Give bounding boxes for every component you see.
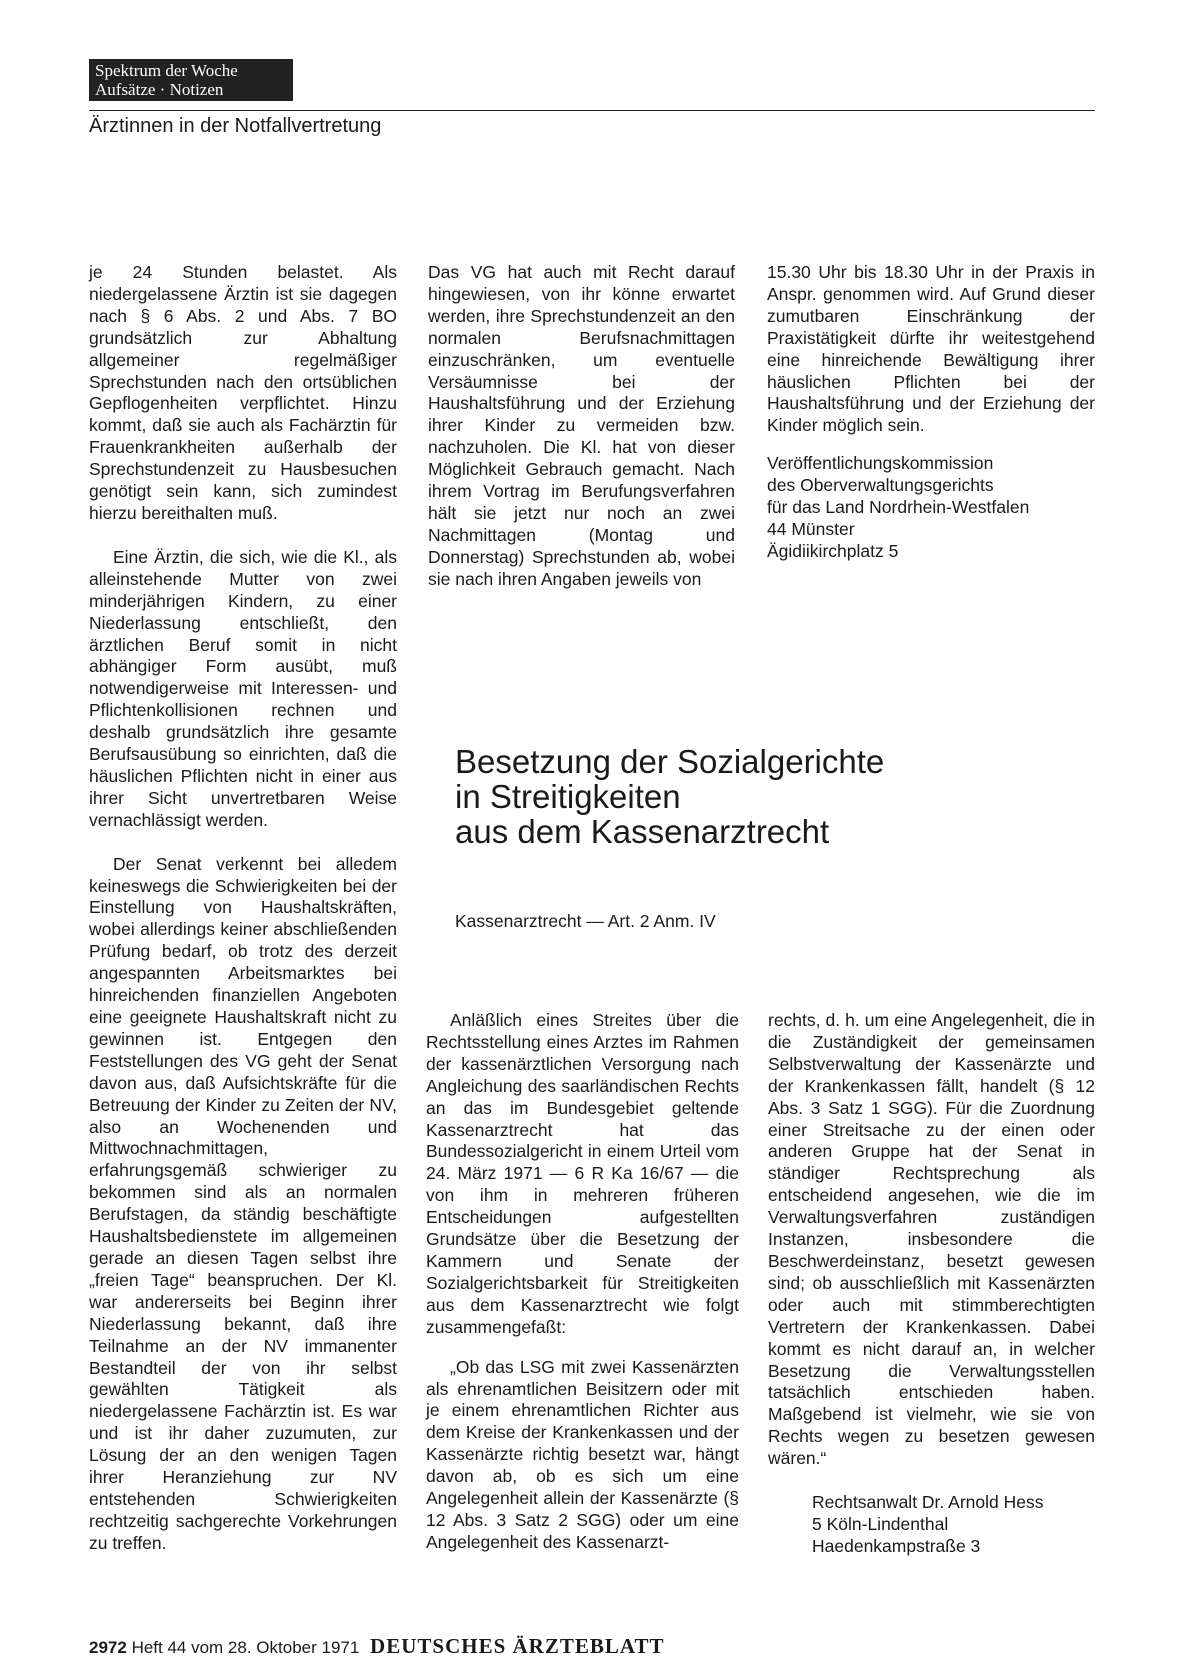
article-meta: Kassenarztrecht — Art. 2 Anm. IV (455, 911, 716, 931)
article-title (455, 744, 1095, 849)
signature-line: Ägidiikirchplatz 5 (767, 540, 899, 561)
paragraph: Der Senat verkennt bei alledem keineswegs die Schwierigkeiten bei der Einstellung von Haushaltskräften, wobei allerdings keiner abschließenden Prüfung bedarf, ob trotz des derzeit angespannten Arbeitsmarktes bei hinreichenden finanziellen Angeboten eine geeignete Haushaltskraft nicht zu gewinnen ist. Entgegen den Feststellungen des VG geht der Senat davon aus, daß Aufsichtskräfte für die Betreuung der Kinder zu Zeiten der NV, also an Wochenenden und Mittwochnachmittagen, erfahrungsgemäß schwieriger zu bekommen sind als an normalen Berufstagen, da ständig beschäftigte Haushaltsbedienstete im allgemeinen gerade an diesen Tagen selbst ihre „freien Tage“ beanspruchen. Der Kl. war andererseits bei Beginn ihrer Niederlassung bekannt, daß ihre Teilnahme an der NV immanenter Bestandteil der von ihr selbst gewählten Tätigkeit als niedergelassene Fachärztin ist. Es war und ist ihr daher zuzumuten, zur Lösung der an den wenigen Tagen ihrer Heranziehung zur NV entstehenden Schwierigkeiten rechtzeitig sachgerechte Vorkehrungen zu treffen. (89, 853, 397, 1553)
author-line: Rechtsanwalt Dr. Arnold Hess (812, 1492, 1044, 1513)
paragraph: Anläßlich eines Streites über die Rechtsstellung eines Arztes im Rahmen der kassenärztlichen Versorgung nach Angleichung des saarländischen Rechts an das im Bundesgebiet geltende Kassenarztrecht hat das Bundessozialgericht in einem Urteil vom 24. März 1971 — 6 R Ka 16/67 — die von ihm in mehreren früheren Entscheidungen aufgestellten Grundsätze über die Besetzung der Kammern und Senate der Sozialgerichtsbarkeit für Streitigkeiten aus dem Kassenarztrecht wie folgt zusammengefaßt: (426, 1010, 739, 1337)
signature-block (767, 453, 1095, 563)
paragraph: Das VG hat auch mit Recht darauf hingewiesen, von ihr könne erwartet werden, ihre Sprechstundenzeit an den normalen Berufsnachmittagen einzuschränken, um eventuelle Versäumnisse bei der Haushaltsführung und der Erziehung ihrer Kinder zu vermeiden bzw. nachzuholen. Die Kl. hat von dieser Möglichkeit Gebrauch gemacht. Nach ihrem Vortrag im Berufungsverfahren hält sie jetzt nur noch an zwei Nachmittagen (Montag und Donnerstag) Sprechstunden ab, wobei sie nach ihren Angaben jeweils von (428, 262, 735, 589)
kicker-line-1: Spektrum der Woche (95, 61, 238, 80)
signature-line: für das Land Nordrhein-Westfalen (767, 497, 1030, 518)
paragraph: Eine Ärztin, die sich, wie die Kl., als alleinstehende Mutter von zwei minderjährigen Kindern, zu einer Niederlassung entschließt, den ärztlichen Beruf somit in nicht abhängiger Form ausübt, muß notwendigerweise mit Interessen- und Pflichtenkollisionen rechnen und deshalb grundsätzlich ihre gesamte Berufsausübung so einrichten, daß die häuslichen Pflichten nicht in einer aus ihrer Sicht unvertretbaren Weise vernachlässigt werden. (89, 546, 397, 830)
paragraph: „Ob das LSG mit zwei Kassenärzten als ehrenamtlichen Beisitzern oder mit je einem ehrenamtlichen Richter aus dem Kreise der Krankenkassen und der Kassenärzte richtig besetzt war, hängt davon ab, ob es sich um eine Angelegenheit allein der Kassenärzte (§ 12 Abs. 3 Satz 2 SGG) oder um eine Angelegenheit des Kassenarzt- (426, 1356, 739, 1552)
page-footer (89, 1634, 665, 1660)
author-line: Haedenkampstraße 3 (812, 1535, 981, 1556)
column-2 (428, 262, 735, 591)
header-rule (89, 110, 1095, 111)
author-block (768, 1492, 1095, 1558)
title-line: Besetzung der Sozialgerichte (455, 743, 885, 780)
author-line: 5 Köln-Lindenthal (812, 1513, 949, 1534)
title-line: aus dem Kassenarztrecht (455, 813, 830, 850)
magazine-name: DEUTSCHES ÄRZTEBLATT (370, 1634, 665, 1658)
paragraph: rechts, d. h. um eine Angelegenheit, die in die Zuständigkeit der gemeinsamen Selbstverwaltung der Kassenärzte und der Krankenkassen fällt, handelt (§ 12 Abs. 3 Satz 1 SGG). Für die Zuordnung einer Streitsache zu der einen oder anderen Gruppe hat der Senat in ständiger Rechtsprechung als entscheidend angesehen, wie die im Verwaltungsverfahren zuständigen Instanzen, insbesondere die Beschwerdeinstanz, besetzt gewesen sind; ob ausschließlich mit Kassenärzten oder auch mit stimmberechtigten Vertretern der Krankenkassen. Dabei kommt es nicht darauf an, in welcher Besetzung die Verwaltungsstellen tatsächlich entschieden haben. Maßgebend ist vielmehr, wie sie von Rechts wegen zu besetzen gewesen wären.“ (768, 1010, 1095, 1469)
section-title: Ärztinnen in der Notfallvertretung (89, 115, 382, 137)
column-5 (768, 1010, 1095, 1558)
title-line: in Streitigkeiten (455, 778, 681, 815)
column-4 (426, 1010, 739, 1554)
signature-line: des Oberverwaltungsgerichts (767, 475, 994, 496)
signature-line: Veröffentlichungskommission (767, 453, 994, 474)
page-number: 2972 (89, 1638, 127, 1657)
column-3 (767, 262, 1095, 563)
section-kicker (89, 59, 293, 101)
column-1 (89, 262, 397, 1555)
kicker-line-2: Aufsätze · Notizen (95, 80, 224, 99)
paragraph: je 24 Stunden belastet. Als niedergelassene Ärztin ist sie dagegen nach § 6 Abs. 2 und Abs. 7 BO grundsätzlich zur Abhaltung allgemeiner regelmäßiger Sprechstunden nach den ortsüblichen Gepflogenheiten verpflichtet. Hinzu kommt, daß sie auch als Fachärztin für Frauenkrankheiten außerhalb der Sprechstundenzeit zu Hausbesuchen genötigt sein kann, sich zumindest hierzu bereithalten muß. (89, 262, 397, 523)
issue-info: Heft 44 vom 28. Oktober 1971 (131, 1638, 360, 1657)
signature-line: 44 Münster (767, 518, 855, 539)
paragraph: 15.30 Uhr bis 18.30 Uhr in der Praxis in Anspr. genommen wird. Auf Grund dieser zumutbaren Einschränkung der Praxistätigkeit dürfte ihr weitestgehend eine hinreichende Bewältigung ihrer häuslichen Pflichten bei der Haushaltsführung und der Erziehung der Kinder möglich sein. (767, 262, 1095, 436)
